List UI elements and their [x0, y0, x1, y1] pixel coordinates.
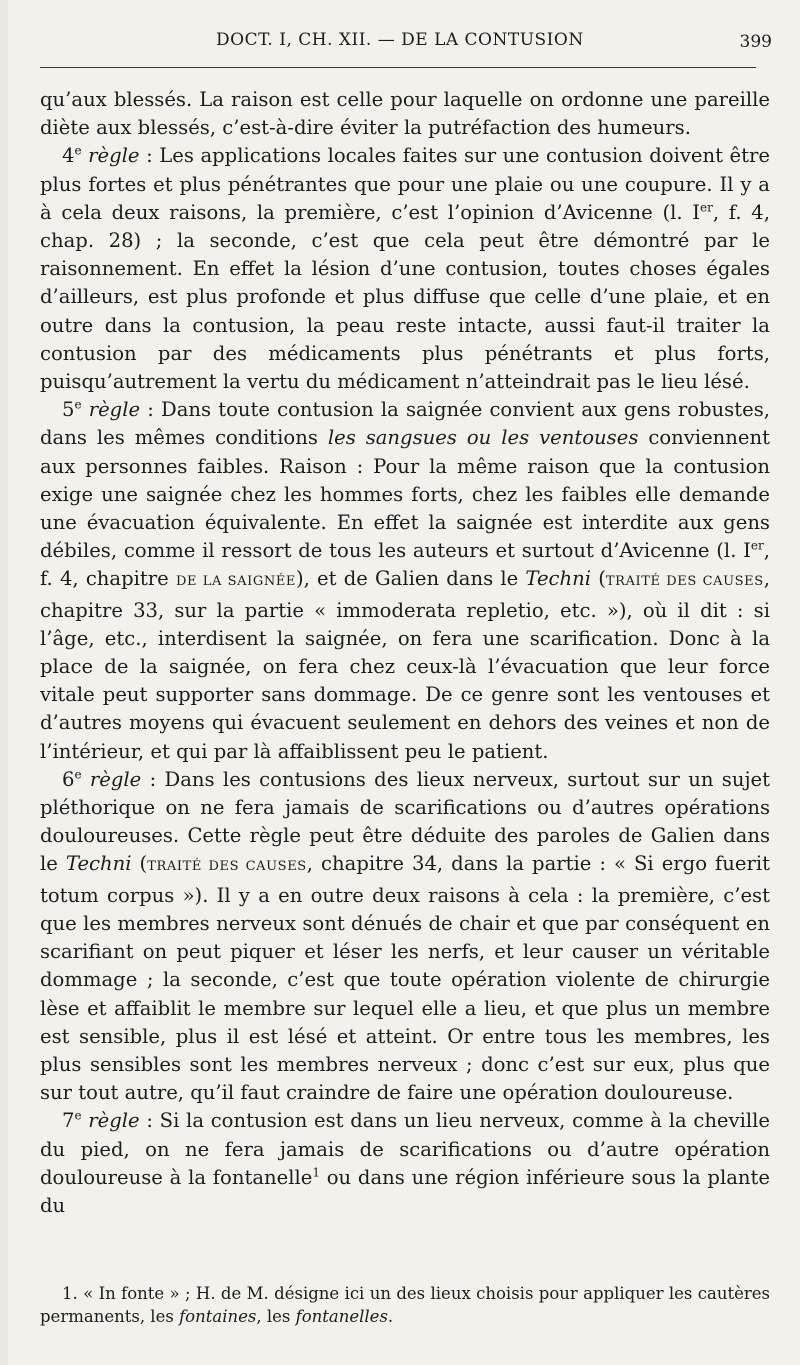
paragraph-rule-4 [40, 142, 770, 396]
footnote-text [40, 1282, 770, 1328]
running-header [46, 30, 772, 60]
paragraph-text: , chapitre 34, dans la partie : « Si ergo fuerit totum corpus »). Il y a en outre deux raisons à cela : la première, c’est que les membres nerveux sont dénués de chair et que par conséquent en scarifiant on peut piquer et léser les nerfs, et leur causer un véritable dommage ; la seconde, c’est que toute opération violente de chirurgie lèse et affaiblit le membre sur lequel elle a lieu, et que plus un membre est sensible, plus il est lésé et atteint. Or entre tous les membres, les plus sensibles sont les membres nerveux ; donc c’est sur eux, plus que sur tout autre, qu’il faut craindre de faire une opération douloureuse. [40, 852, 771, 1105]
paragraph-text: , chapitre 33, sur la partie « immoderata repletio, etc. »), où il dit : si l’âge, etc., interdisent la saignée, on fera une scarification. Donc à la place de la saignée, on fera chez ceux-là l’évacuation que leur force vitale peut supporter sans dommage. De ce genre sont les ventouses et d’autres moyens qui évacuent seulement en dehors des veines et non de l’intérieur, et qui par là affaiblissent peu le patient. [40, 567, 770, 763]
paragraph-text: ou dans une région inférieure sous la plante du [40, 1165, 770, 1217]
paragraph-rule-6 [40, 766, 770, 1107]
italic-title: Techni [65, 852, 132, 876]
footnote-marker: 1. [62, 1284, 78, 1303]
rule-number: 5 [62, 398, 75, 422]
paragraph-text: : Dans les contusions des lieux nerveux, surtout sur un sujet pléthorique on ne fera jamais de scarifications ou d’autres opérations douloureuses. Cette règle peut être déduite des paroles de Galien dans le [40, 767, 770, 876]
header-rule [40, 67, 756, 68]
footnote-reference[interactable]: 1 [312, 1165, 320, 1180]
page-number: 399 [739, 32, 772, 52]
small-caps-title: TRAITÉ DES CAUSES [605, 574, 764, 590]
footnote-segment: , les [256, 1307, 296, 1326]
paragraph-rule-5 [40, 396, 770, 766]
rule-label: règle [81, 144, 140, 168]
book-page [8, 0, 800, 1365]
paragraph-text: : Dans toute contusion la saignée convient aux gens robustes, dans les mêmes conditions [40, 398, 770, 450]
small-caps-title: DE LA SAIGNÉE [175, 574, 296, 590]
paragraph-text: conviennent aux personnes faibles. Raison : Pour la même raison que la contusion exige une saignée chez les hommes forts, chez les faibles elle demande une évacuation équivalente. En effet la saignée est interdite aux gens débiles, comme il ressort de tous les auteurs et surtout d’Avicenne (l. I [40, 426, 770, 563]
italic-word: fontaines [179, 1307, 257, 1326]
ordinal-suffix: e [74, 1108, 82, 1123]
italic-title: Techni [525, 567, 592, 591]
paragraph-text: ), et de Galien dans le [296, 567, 526, 591]
rule-number: 4 [62, 144, 75, 168]
running-title: DOCT. I, CH. XII. — DE LA CONTUSION [216, 30, 584, 50]
rule-label: règle [81, 1109, 140, 1133]
rule-number: 6 [62, 767, 75, 791]
small-caps-title: TRAITÉ DES CAUSES [147, 859, 307, 875]
paragraph-text: : Si la contusion est dans un lieu nerveux, comme à la cheville du pied, on ne fera jamais de scarifications ou d’autre opération douloureuse à la fontanelle [40, 1109, 770, 1189]
italic-word: fontanelles [295, 1307, 388, 1326]
main-text [40, 86, 770, 1220]
ordinal-suffix: e [74, 143, 82, 158]
paragraph-continuation: qu’aux blessés. La raison est celle pour laquelle on ordonne une pareille diète aux blessés, c’est-à-dire éviter la putréfaction des humeurs. [40, 88, 770, 140]
ordinal-suffix: er [700, 200, 713, 215]
ordinal-suffix: er [750, 538, 764, 553]
paragraph-text: , f. 4, chapitre [40, 539, 770, 591]
paragraph-rule-7 [40, 1107, 770, 1220]
paragraph-text: ( [131, 852, 148, 876]
rule-label: règle [81, 767, 142, 791]
paragraph-text: , f. 4, chap. 28) ; la seconde, c’est que cela peut être démontré par le raisonnement. En effet la lésion d’une contusion, toutes choses égales d’ailleurs, est plus profonde et plus diffuse que celle d’une plaie, et en outre dans la contusion, la peau reste intacte, aussi faut-il traiter la contusion par des médicaments plus pénétrants et plus forts, puisqu’autrement la vertu du médicament n’atteindrait pas le lieu lésé. [40, 200, 770, 394]
ordinal-suffix: e [74, 397, 82, 412]
footnote [40, 1282, 770, 1328]
italic-phrase: les sangsues ou les ventouses [327, 426, 639, 450]
paragraph-text: ( [591, 567, 606, 591]
footnote-segment: . [387, 1307, 394, 1326]
rule-number: 7 [62, 1109, 75, 1133]
rule-label: règle [81, 398, 141, 422]
footnote-segment: « In fonte » ; H. de M. désigne ici un des lieux choisis pour appliquer les cautères permanents, les [40, 1284, 770, 1326]
ordinal-suffix: e [74, 767, 82, 782]
paragraph-text: : Les applications locales faites sur une contusion doivent être plus fortes et plus pénétrantes que pour une plaie ou une coupure. Il y a à cela deux raisons, la première, c’est l’opinion d’Avicenne (l. I [40, 144, 770, 224]
